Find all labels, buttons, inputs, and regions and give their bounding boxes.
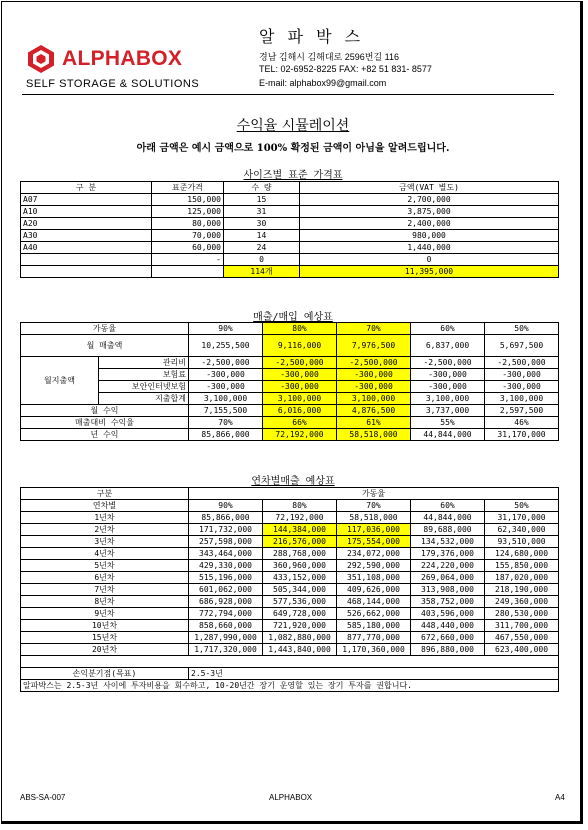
expense-row — [21, 381, 559, 393]
spacer-row — [21, 656, 559, 668]
table-row — [21, 254, 559, 266]
value-cell: 89,688,000 — [411, 524, 485, 536]
company-name: 알 파 박 스 — [259, 27, 365, 46]
total-row — [21, 266, 559, 278]
total-cell: 114개 — [224, 266, 300, 278]
value-cell: 6,016,000 — [263, 405, 337, 417]
logo-brand-text: ALPHABOX — [62, 47, 183, 70]
value-cell: 3,737,000 — [411, 405, 485, 417]
value-cell: 467,550,000 — [485, 632, 559, 644]
value-cell: 429,330,000 — [189, 560, 263, 572]
table-cell: 60,000 — [152, 242, 224, 254]
table-row — [21, 194, 559, 206]
table-header-row — [21, 182, 559, 194]
column-header: 금액(VAT 별도) — [300, 182, 559, 194]
value-cell: 343,464,000 — [189, 548, 263, 560]
year-row — [21, 548, 559, 560]
year-label: 5년차 — [21, 560, 189, 572]
alphabox-logo-icon — [26, 44, 56, 74]
expense-label: 관리비 — [99, 357, 189, 369]
value-cell: 280,530,000 — [485, 608, 559, 620]
value-cell: 772,794,000 — [189, 608, 263, 620]
summary-text: 알파박스는 2.5-3년 사이에 투자비용을 회수하고, 10-20년간 장기 운영할 있는 장기 투자를 권합니다. — [21, 680, 559, 692]
value-cell: 896,880,000 — [411, 644, 485, 656]
table-cell: - — [152, 254, 224, 266]
value-cell: -300,000 — [189, 381, 263, 393]
value-cell: 44,844,000 — [411, 512, 485, 524]
year-label: 8년차 — [21, 596, 189, 608]
value-cell: -2,500,000 — [337, 357, 411, 369]
value-cell: -2,500,000 — [411, 357, 485, 369]
table-row — [21, 242, 559, 254]
row-label: 가동율 — [21, 323, 189, 335]
value-cell: 3,100,000 — [485, 393, 559, 405]
column-header: 90% — [189, 500, 263, 512]
year-label: 15년차 — [21, 632, 189, 644]
value-cell: 216,576,000 — [263, 536, 337, 548]
value-cell: 3,100,000 — [263, 393, 337, 405]
value-cell: 3,100,000 — [189, 393, 263, 405]
table-cell: 150,000 — [152, 194, 224, 206]
value-cell: 72,192,000 — [263, 512, 337, 524]
value-cell: -2,500,000 — [189, 357, 263, 369]
year-label: 20년차 — [21, 644, 189, 656]
value-cell: 44,844,000 — [411, 429, 485, 441]
value-cell: 70% — [337, 323, 411, 335]
value-cell: 85,866,000 — [189, 429, 263, 441]
row-label: 월 매출액 — [21, 335, 189, 357]
value-cell: 70% — [189, 417, 263, 429]
year-label: 1년차 — [21, 512, 189, 524]
value-cell: 50% — [485, 323, 559, 335]
table-cell: A20 — [21, 218, 152, 230]
table-cell: 0 — [300, 254, 559, 266]
value-cell: 3,100,000 — [411, 393, 485, 405]
value-cell: -300,000 — [337, 381, 411, 393]
value-cell: 72,192,000 — [263, 429, 337, 441]
year-label: 3년차 — [21, 536, 189, 548]
value-cell: 175,554,000 — [337, 536, 411, 548]
table-cell: 24 — [224, 242, 300, 254]
table-cell — [21, 254, 152, 266]
row-label: 년 수익 — [21, 429, 189, 441]
header-divider — [22, 94, 554, 95]
expense-label: 지출합계 — [99, 393, 189, 405]
value-cell: 403,596,000 — [411, 608, 485, 620]
value-cell: 124,680,000 — [485, 548, 559, 560]
spacer-cell — [21, 656, 559, 668]
annual-row — [21, 429, 559, 441]
page-title: 수익율 시뮬레이션 — [236, 118, 350, 134]
value-cell: 409,626,000 — [337, 584, 411, 596]
value-cell: 448,440,000 — [411, 620, 485, 632]
table-cell: 2,700,000 — [300, 194, 559, 206]
value-cell: 360,960,000 — [263, 560, 337, 572]
value-cell: 55% — [411, 417, 485, 429]
table-cell: 30 — [224, 218, 300, 230]
value-cell: 1,717,320,000 — [189, 644, 263, 656]
table-cell: 2,400,000 — [300, 218, 559, 230]
year-row — [21, 536, 559, 548]
table-cell: 80,000 — [152, 218, 224, 230]
year-row — [21, 632, 559, 644]
year-label: 6년차 — [21, 572, 189, 584]
value-cell: 1,287,990,000 — [189, 632, 263, 644]
table-cell: A07 — [21, 194, 152, 206]
value-cell: 433,152,000 — [263, 572, 337, 584]
value-cell: 877,770,000 — [337, 632, 411, 644]
value-cell: 313,908,000 — [411, 584, 485, 596]
breakeven-value: 2.5-3년 — [189, 668, 559, 680]
total-cell — [152, 266, 224, 278]
year-row — [21, 596, 559, 608]
breakeven-row — [21, 668, 559, 680]
table-cell: A40 — [21, 242, 152, 254]
value-cell: 1,082,880,000 — [263, 632, 337, 644]
notice-text: 아래 금액은 예시 금액으로 100% 확정된 금액이 아님을 알려드립니다. — [136, 143, 450, 154]
value-cell: -300,000 — [485, 369, 559, 381]
expense-label: 보험료 — [99, 369, 189, 381]
column-header: 수 량 — [224, 182, 300, 194]
table-cell: 31 — [224, 206, 300, 218]
table-cell: A10 — [21, 206, 152, 218]
value-cell: 66% — [263, 417, 337, 429]
year-label: 7년차 — [21, 584, 189, 596]
year-row — [21, 572, 559, 584]
value-cell: 9,116,000 — [263, 335, 337, 357]
value-cell: 601,062,000 — [189, 584, 263, 596]
column-header: 60% — [411, 500, 485, 512]
year-label: 4년차 — [21, 548, 189, 560]
year-row — [21, 644, 559, 656]
value-cell: 60% — [411, 323, 485, 335]
row-label: 월 수익 — [21, 405, 189, 417]
table-cell: A30 — [21, 230, 152, 242]
value-cell: 468,144,000 — [337, 596, 411, 608]
value-cell: -2,500,000 — [485, 357, 559, 369]
table-cell: 1,440,000 — [300, 242, 559, 254]
value-cell: 58,518,000 — [337, 429, 411, 441]
summary-row — [21, 680, 559, 692]
table-cell: 15 — [224, 194, 300, 206]
value-cell: -300,000 — [411, 381, 485, 393]
value-cell: 6,837,000 — [411, 335, 485, 357]
value-cell: 358,752,000 — [411, 596, 485, 608]
table-cell: 125,000 — [152, 206, 224, 218]
year-row — [21, 584, 559, 596]
column-header: 50% — [485, 500, 559, 512]
profit-row — [21, 405, 559, 417]
table-row — [21, 218, 559, 230]
document-page — [1, 1, 583, 824]
value-cell: 31,170,000 — [485, 512, 559, 524]
column-header: 표준가격 — [152, 182, 224, 194]
column-header: 구분 — [21, 488, 189, 500]
table-row — [21, 206, 559, 218]
size-price-table — [20, 181, 559, 278]
value-cell: 2,597,500 — [485, 405, 559, 417]
size-table-title: 사이즈별 표준 가격표 — [243, 170, 343, 181]
value-cell: 526,662,000 — [337, 608, 411, 620]
value-cell: 649,728,000 — [263, 608, 337, 620]
table-row — [21, 230, 559, 242]
value-cell: 7,976,500 — [337, 335, 411, 357]
value-cell: 46% — [485, 417, 559, 429]
year-label: 9년차 — [21, 608, 189, 620]
value-cell: 1,443,840,000 — [263, 644, 337, 656]
column-header: 70% — [337, 500, 411, 512]
value-cell: 505,344,000 — [263, 584, 337, 596]
footer-brand: ALPHABOX — [269, 793, 313, 802]
value-cell: 721,920,000 — [263, 620, 337, 632]
value-cell: 85,866,000 — [189, 512, 263, 524]
value-cell: 292,590,000 — [337, 560, 411, 572]
year-row — [21, 608, 559, 620]
value-cell: 179,376,000 — [411, 548, 485, 560]
year-row — [21, 560, 559, 572]
value-cell: 61% — [337, 417, 411, 429]
value-cell: 4,876,500 — [337, 405, 411, 417]
expense-label: 보안인터넷보험 — [99, 381, 189, 393]
value-cell: 623,400,000 — [485, 644, 559, 656]
value-cell: 10,255,500 — [189, 335, 263, 357]
value-cell: 269,064,000 — [411, 572, 485, 584]
occupancy-row — [21, 500, 559, 512]
value-cell: 249,360,000 — [485, 596, 559, 608]
ratio-row — [21, 417, 559, 429]
yearly-sales-table — [20, 487, 559, 692]
value-cell: 577,536,000 — [263, 596, 337, 608]
value-cell: 144,384,000 — [263, 524, 337, 536]
monthly-sales-table — [20, 322, 559, 441]
sales-row — [21, 335, 559, 357]
value-cell: 1,170,360,000 — [337, 644, 411, 656]
footer-page-size: A4 — [555, 793, 565, 802]
column-header: 가동율 — [189, 488, 559, 500]
footer-doc-id: ABS-SA-007 — [20, 793, 66, 802]
monthly-table-title: 매출/매입 예상표 — [253, 312, 333, 323]
value-cell: 90% — [189, 323, 263, 335]
expense-row — [21, 369, 559, 381]
value-cell: 234,072,000 — [337, 548, 411, 560]
total-cell: 11,395,000 — [300, 266, 559, 278]
value-cell: -300,000 — [485, 381, 559, 393]
row-label: 매출대비 수익율 — [21, 417, 189, 429]
company-phone: TEL: 02-6952-8225 FAX: +82 51 831- 8577 — [259, 64, 432, 74]
value-cell: -300,000 — [189, 369, 263, 381]
value-cell: -300,000 — [411, 369, 485, 381]
company-logo — [26, 44, 186, 74]
value-cell: 288,768,000 — [263, 548, 337, 560]
value-cell: 515,196,000 — [189, 572, 263, 584]
value-cell: -300,000 — [263, 369, 337, 381]
table-cell: 0 — [224, 254, 300, 266]
value-cell: 5,697,500 — [485, 335, 559, 357]
value-cell: 257,598,000 — [189, 536, 263, 548]
column-header: 80% — [263, 500, 337, 512]
company-address: 경남 김해시 김해대로 2596번길 116 — [259, 52, 400, 62]
value-cell: -300,000 — [337, 369, 411, 381]
expense-row — [21, 357, 559, 369]
table-cell: 3,875,000 — [300, 206, 559, 218]
table-header-row — [21, 488, 559, 500]
total-cell — [21, 266, 152, 278]
breakeven-label: 손익분기점(목표) — [21, 668, 189, 680]
value-cell: 858,660,000 — [189, 620, 263, 632]
table-cell: 980,000 — [300, 230, 559, 242]
value-cell: 93,510,000 — [485, 536, 559, 548]
value-cell: 672,660,000 — [411, 632, 485, 644]
value-cell: 117,036,000 — [337, 524, 411, 536]
value-cell: 62,340,000 — [485, 524, 559, 536]
value-cell: 80% — [263, 323, 337, 335]
value-cell: -300,000 — [263, 381, 337, 393]
value-cell: -2,500,000 — [263, 357, 337, 369]
tagline: SELF STORAGE & SOLUTIONS — [26, 78, 200, 90]
year-row — [21, 524, 559, 536]
column-header: 구 분 — [21, 182, 152, 194]
value-cell: 155,850,000 — [485, 560, 559, 572]
value-cell: 218,190,000 — [485, 584, 559, 596]
table-cell: 70,000 — [152, 230, 224, 242]
occupancy-row — [21, 323, 559, 335]
value-cell: 58,518,000 — [337, 512, 411, 524]
value-cell: 686,928,000 — [189, 596, 263, 608]
value-cell: 7,155,500 — [189, 405, 263, 417]
value-cell: 187,020,000 — [485, 572, 559, 584]
value-cell: 3,100,000 — [337, 393, 411, 405]
value-cell: 351,108,000 — [337, 572, 411, 584]
expense-row — [21, 393, 559, 405]
value-cell: 134,532,000 — [411, 536, 485, 548]
year-label: 10년차 — [21, 620, 189, 632]
table-cell: 14 — [224, 230, 300, 242]
value-cell: 311,700,000 — [485, 620, 559, 632]
value-cell: 585,180,000 — [337, 620, 411, 632]
year-row — [21, 620, 559, 632]
company-email: E-mail: alphabox99@gmail.com — [259, 78, 387, 88]
yearly-table-title: 연차별매출 예상표 — [251, 476, 335, 487]
year-row — [21, 512, 559, 524]
expense-group-label: 월지출액 — [21, 357, 99, 405]
value-cell: 171,732,000 — [189, 524, 263, 536]
value-cell: 224,220,000 — [411, 560, 485, 572]
year-label: 2년차 — [21, 524, 189, 536]
value-cell: 31,170,000 — [485, 429, 559, 441]
row-label: 연차별 — [21, 500, 189, 512]
